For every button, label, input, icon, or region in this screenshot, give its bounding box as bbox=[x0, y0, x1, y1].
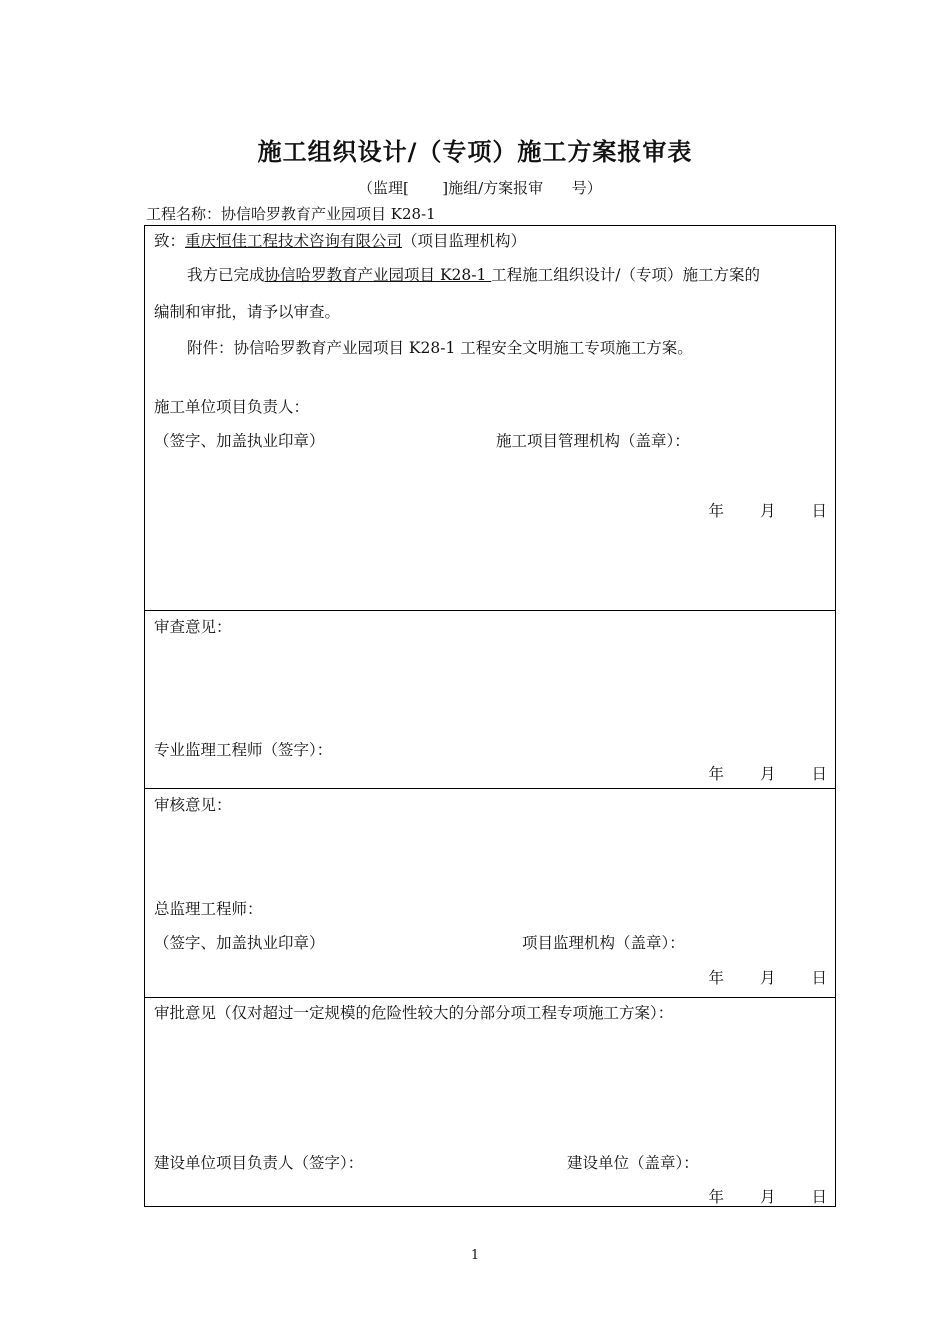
page-number: 1 bbox=[470, 1248, 480, 1263]
review-section bbox=[145, 611, 835, 789]
addressee-line bbox=[154, 231, 526, 251]
statement-line-1 bbox=[187, 265, 760, 285]
contractor-lead-label: 施工单位项目负责人： bbox=[154, 398, 310, 416]
date-line: 年 月 日 bbox=[708, 969, 827, 987]
form-subtitle: （监理[ ]施组/方案报审 号） bbox=[358, 179, 602, 197]
review-opinion-label: 审查意见： bbox=[154, 618, 232, 636]
specialist-engineer-label: 专业监理工程师（签字）： bbox=[154, 741, 333, 759]
approval-form-table bbox=[144, 225, 836, 1207]
construction-org-seal-label: 施工项目管理机构（盖章）： bbox=[496, 432, 690, 450]
project-name: 工程名称：协信哈罗教育产业园项目 K28-1 bbox=[146, 205, 436, 223]
attachment-line: 附件：协信哈罗教育产业园项目 K28-1 工程安全文明施工专项施工方案。 bbox=[187, 339, 693, 357]
form-title: 施工组织设计/（专项）施工方案报审表 bbox=[257, 138, 693, 166]
sign-seal-note: （签字、加盖执业印章） bbox=[154, 432, 325, 450]
owner-seal-label: 建设单位（盖章）： bbox=[567, 1154, 699, 1172]
audit-opinion-label: 审核意见： bbox=[154, 796, 232, 814]
statement-suffix: 工程施工组织设计/（专项）施工方案的 bbox=[491, 266, 761, 284]
statement-prefix: 我方已完成 bbox=[187, 266, 265, 284]
approval-opinion-label: 审批意见（仅对超过一定规模的危险性较大的分部分项工程专项施工方案）： bbox=[154, 1004, 674, 1022]
date-line: 年 月 日 bbox=[708, 1188, 827, 1206]
sign-seal-note: （签字、加盖执业印章） bbox=[154, 934, 325, 952]
supervision-org-seal-label: 项目监理机构（盖章）： bbox=[522, 934, 685, 952]
statement-project: 协信哈罗教育产业园项目 K28-1 bbox=[264, 266, 492, 284]
owner-lead-label: 建设单位项目负责人（签字）： bbox=[154, 1154, 364, 1172]
date-line: 年 月 日 bbox=[708, 765, 827, 783]
supervision-company: 重庆恒佳工程技术咨询有限公司 bbox=[185, 232, 403, 250]
chief-engineer-label: 总监理工程师： bbox=[154, 900, 263, 918]
statement-line-2: 编制和审批，请予以审查。 bbox=[154, 303, 341, 321]
approval-section bbox=[145, 998, 835, 1206]
addressee-prefix: 致： bbox=[154, 232, 186, 250]
date-line: 年 月 日 bbox=[708, 502, 827, 520]
audit-section bbox=[145, 789, 835, 998]
addressee-suffix: （项目监理机构） bbox=[402, 232, 527, 250]
submission-section bbox=[145, 226, 835, 611]
